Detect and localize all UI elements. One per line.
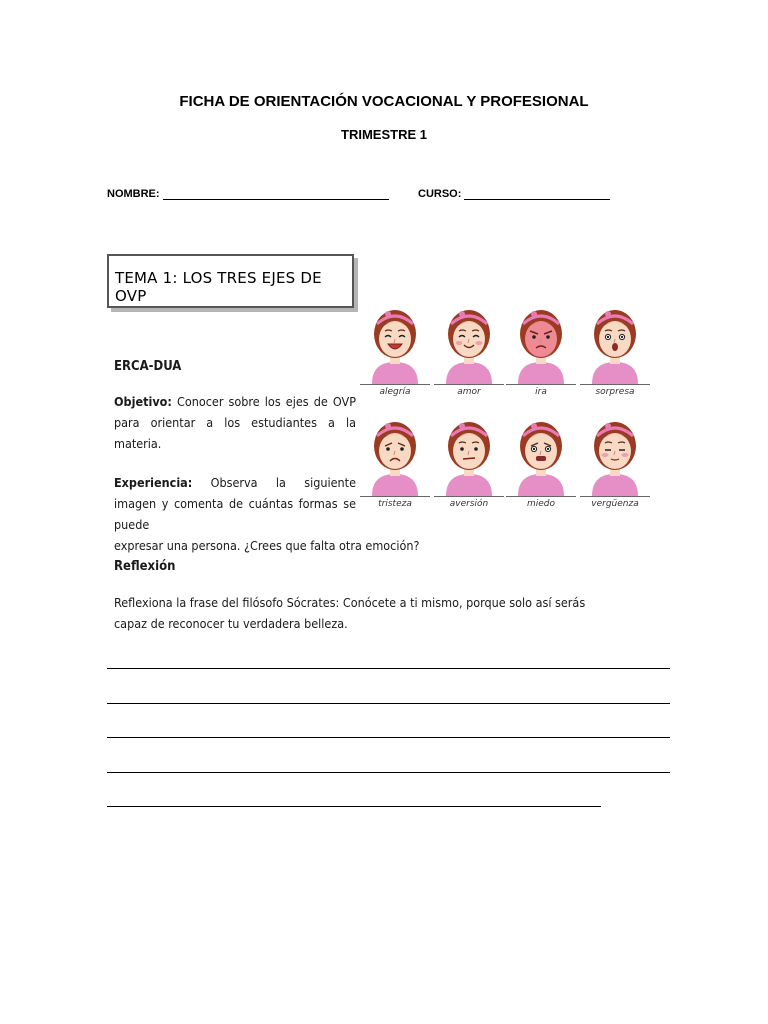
girl-face-icon <box>364 300 426 384</box>
emotion-sad-card <box>360 412 430 520</box>
emotion-baseline <box>580 384 650 385</box>
emotion-baseline <box>360 496 430 497</box>
emotion-shame-card <box>580 412 650 520</box>
experiencia-text: Observa la siguiente imagen y comenta de cuántas formas se puede <box>114 475 356 532</box>
emotion-baseline <box>434 496 504 497</box>
emotion-label: alegría <box>379 387 411 397</box>
emotion-anger-card <box>506 300 576 408</box>
experiencia-text-tail: expresar una persona. ¿Crees que falta otra emoción? <box>114 538 420 553</box>
emotion-baseline <box>360 384 430 385</box>
experiencia-label: Experiencia: <box>114 475 193 490</box>
girl-face-icon <box>364 412 426 496</box>
girl-face-icon <box>510 300 572 384</box>
name-blank-line[interactable] <box>163 188 389 200</box>
emotion-disgust-card <box>434 412 504 520</box>
emotions-grid <box>360 300 650 520</box>
emotion-fear-card <box>506 412 576 520</box>
emotion-label: sorpresa <box>595 387 635 397</box>
emotion-label: tristeza <box>378 499 412 509</box>
answer-line[interactable] <box>107 772 670 773</box>
emotion-label: amor <box>457 387 481 397</box>
objetivo-label: Objetivo: <box>114 394 172 409</box>
course-blank-line[interactable] <box>464 188 610 200</box>
emotion-baseline <box>506 496 576 497</box>
emotion-baseline <box>580 496 650 497</box>
reflexion-text: Reflexiona la frase del filósofo Sócrates: Conócete a ti mismo, porque solo así serás capaz de reconocer tu verdadera belleza. <box>114 595 586 631</box>
erca-heading: ERCA-DUA <box>114 359 182 374</box>
emotion-label: ira <box>535 387 547 397</box>
answer-line[interactable] <box>107 703 670 704</box>
answer-line[interactable] <box>107 668 670 669</box>
emotion-love-card <box>434 300 504 408</box>
page-subtitle: TRIMESTRE 1 <box>341 127 427 142</box>
name-label: NOMBRE: <box>107 188 160 200</box>
course-label: CURSO: <box>418 188 462 200</box>
objetivo-paragraph <box>114 391 356 454</box>
name-field[interactable] <box>107 188 389 200</box>
girl-face-icon <box>584 300 646 384</box>
course-field[interactable] <box>418 188 610 200</box>
tema-box <box>107 254 354 308</box>
answer-line[interactable] <box>107 806 601 807</box>
answer-line[interactable] <box>107 737 670 738</box>
girl-face-icon <box>438 412 500 496</box>
emotion-label: aversión <box>449 499 489 509</box>
emotion-baseline <box>434 384 504 385</box>
emotion-joy-card <box>360 300 430 408</box>
emotion-label: vergüenza <box>591 499 639 509</box>
emotion-label: miedo <box>526 499 556 509</box>
girl-face-icon <box>584 412 646 496</box>
page-title: FICHA DE ORIENTACIÓN VOCACIONAL Y PROFESIONAL <box>179 93 589 110</box>
girl-face-icon <box>438 300 500 384</box>
objetivo-text: Conocer sobre los ejes de OVP para orientar a los estudiantes a la materia. <box>114 394 356 451</box>
tema-title: TEMA 1: LOS TRES EJES DE OVP <box>115 269 322 305</box>
reflexion-heading: Reflexión <box>114 559 176 574</box>
emotion-baseline <box>506 384 576 385</box>
girl-face-icon <box>510 412 572 496</box>
emotion-surprise-card <box>580 300 650 408</box>
